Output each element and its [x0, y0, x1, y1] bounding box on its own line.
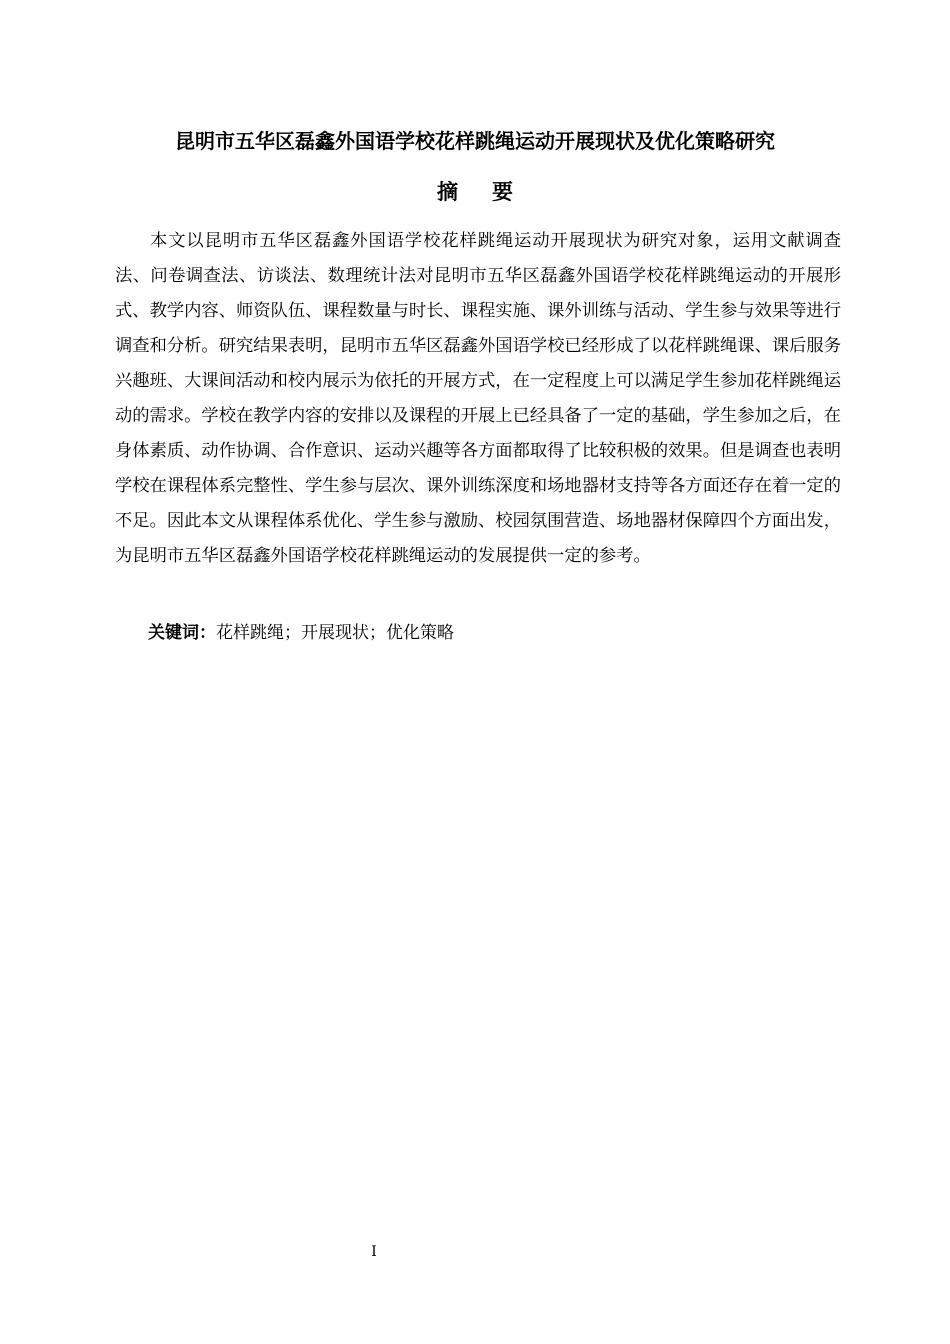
abstract-heading-char-2: 要: [492, 180, 513, 204]
keywords-line: [148, 616, 848, 651]
abstract-body: 本文以昆明市五华区磊鑫外国语学校花样跳绳运动开展现状为研究对象，运用文献调查法、问卷调查法、访谈法、数理统计法对昆明市五华区磊鑫外国语学校花样跳绳运动的开展形式、教学内容、师资队伍、课程数量与时长、课程实施、课外训练与活动、学生参与效果等进行调查和分析。研究结果表明，昆明市五华区磊鑫外国语学校已经形成了以花样跳绳课、课后服务兴趣班、大课间活动和校内展示为依托的开展方式，在一定程度上可以满足学生参加花样跳绳运动的需求。学校在教学内容的安排以及课程的开展上已经具备了一定的基础，学生参加之后，在身体素质、动作协调、合作意识、运动兴趣等各方面都取得了比较积极的效果。但是调查也表明学校在课程体系完整性、学生参与层次、课外训练深度和场地器材支持等各方面还存在着一定的不足。因此本文从课程体系优化、学生参与激励、校园氛围营造、场地器材保障四个方面出发，为昆明市五华区磊鑫外国语学校花样跳绳运动的发展提供一定的参考。: [115, 231, 841, 566]
page-number: I: [371, 1244, 377, 1260]
keywords-label: 关键词：: [148, 623, 216, 643]
paper-title: 昆明市五华区磊鑫外国语学校花样跳绳运动开展现状及优化策略研究: [175, 129, 775, 153]
abstract-heading: [80, 172, 870, 212]
abstract-heading-char-1: 摘: [437, 180, 458, 204]
keywords-text: 花样跳绳；开展现状；优化策略: [216, 623, 454, 643]
